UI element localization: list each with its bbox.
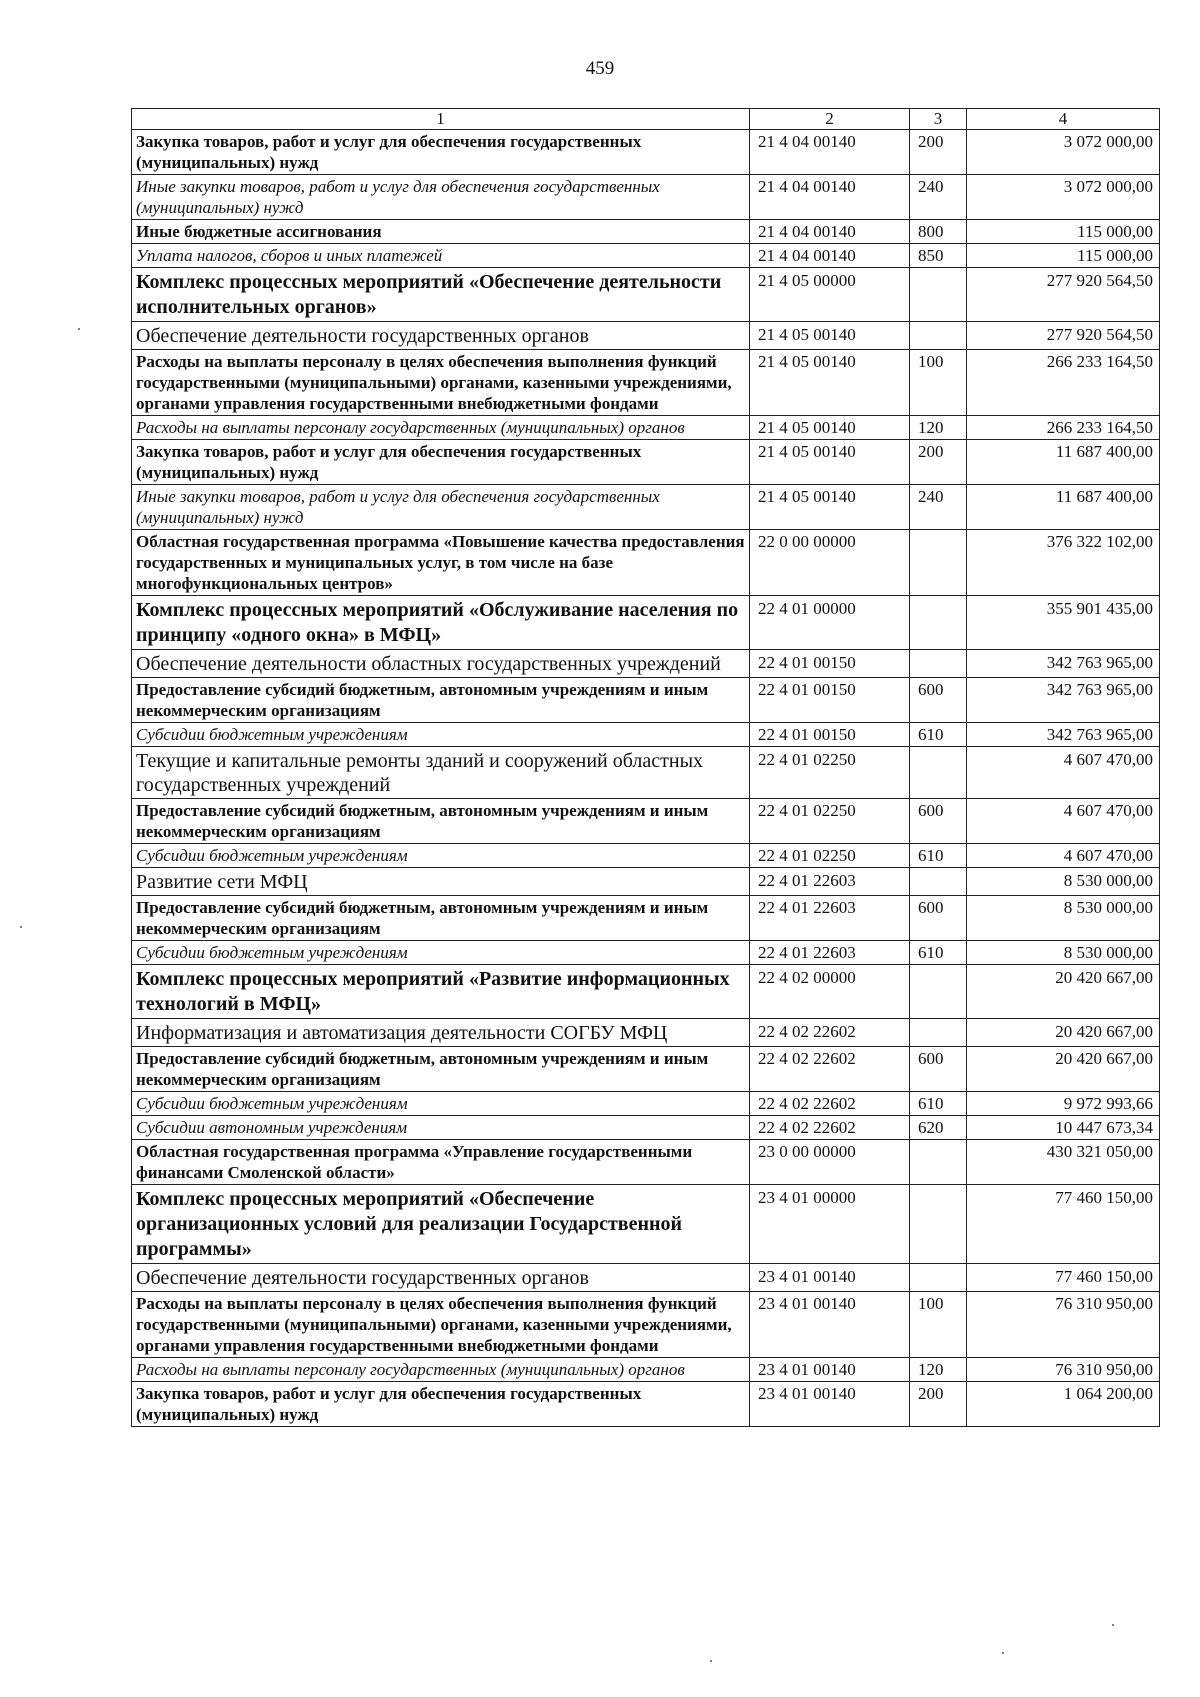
row-code: 22 4 01 02250 [750,747,910,799]
row-name: Иные закупки товаров, работ и услуг для обеспечения государственных (муниципальных) нужд [132,485,750,530]
row-code: 21 4 05 00140 [750,416,910,440]
table-header-row [132,109,1160,130]
row-code: 21 4 04 00140 [750,130,910,175]
row-code: 22 4 01 00150 [750,678,910,723]
row-sum: 20 420 667,00 [967,965,1160,1019]
table-row [132,1185,1160,1264]
row-expense-type [910,1019,967,1047]
row-name: Обеспечение деятельности областных государственных учреждений [132,650,750,678]
row-sum: 3 072 000,00 [967,175,1160,220]
row-name: Комплекс процессных мероприятий «Обеспечение организационных условий для реализации Государственной программы» [132,1185,750,1264]
row-name: Обеспечение деятельности государственных органов [132,1264,750,1292]
row-expense-type [910,1185,967,1264]
table-row [132,1140,1160,1185]
table-row [132,485,1160,530]
table-row [132,1292,1160,1358]
row-code: 21 4 05 00140 [750,350,910,416]
row-expense-type: 240 [910,175,967,220]
row-expense-type: 620 [910,1116,967,1140]
row-code: 23 4 01 00140 [750,1358,910,1382]
table-row [132,868,1160,896]
row-sum: 8 530 000,00 [967,868,1160,896]
row-expense-type [910,530,967,596]
row-expense-type: 120 [910,416,967,440]
row-name: Закупка товаров, работ и услуг для обеспечения государственных (муниципальных) нужд [132,440,750,485]
row-name: Предоставление субсидий бюджетным, автономным учреждениям и иным некоммерческим организациям [132,678,750,723]
row-sum: 342 763 965,00 [967,678,1160,723]
scan-speck [78,328,80,330]
row-expense-type: 200 [910,1382,967,1427]
row-name: Информатизация и автоматизация деятельности СОГБУ МФЦ [132,1019,750,1047]
table-row [132,896,1160,941]
row-name: Развитие сети МФЦ [132,868,750,896]
row-sum: 342 763 965,00 [967,723,1160,747]
table-row [132,941,1160,965]
table-row [132,1019,1160,1047]
row-sum: 11 687 400,00 [967,440,1160,485]
row-name: Предоставление субсидий бюджетным, автономным учреждениям и иным некоммерческим организациям [132,1047,750,1092]
row-expense-type [910,747,967,799]
row-code: 21 4 05 00000 [750,268,910,322]
row-name: Комплекс процессных мероприятий «Обслуживание населения по принципу «одного окна» в МФЦ» [132,596,750,650]
row-sum: 115 000,00 [967,244,1160,268]
row-sum: 3 072 000,00 [967,130,1160,175]
row-code: 22 0 00 00000 [750,530,910,596]
table-row [132,530,1160,596]
table-row [132,440,1160,485]
row-expense-type: 850 [910,244,967,268]
row-sum: 77 460 150,00 [967,1264,1160,1292]
table-row [132,268,1160,322]
row-code: 23 4 01 00000 [750,1185,910,1264]
row-name: Субсидии бюджетным учреждениям [132,941,750,965]
row-sum: 342 763 965,00 [967,650,1160,678]
row-code: 23 4 01 00140 [750,1382,910,1427]
table-row [132,799,1160,844]
table-row [132,350,1160,416]
row-name: Предоставление субсидий бюджетным, автономным учреждениям и иным некоммерческим организациям [132,896,750,941]
row-code: 22 4 01 00000 [750,596,910,650]
table-row [132,965,1160,1019]
row-sum: 8 530 000,00 [967,896,1160,941]
row-sum: 277 920 564,50 [967,268,1160,322]
row-name: Расходы на выплаты персоналу в целях обеспечения выполнения функций государственными (муниципальными) органами, казенными учреждениями, органами управления государственными внебюджетными фондами [132,350,750,416]
row-expense-type [910,965,967,1019]
row-sum: 1 064 200,00 [967,1382,1160,1427]
row-name: Предоставление субсидий бюджетным, автономным учреждениям и иным некоммерческим организациям [132,799,750,844]
row-name: Субсидии бюджетным учреждениям [132,844,750,868]
table-row [132,650,1160,678]
row-name: Субсидии бюджетным учреждениям [132,1092,750,1116]
row-expense-type: 600 [910,896,967,941]
row-expense-type: 610 [910,1092,967,1116]
row-expense-type: 240 [910,485,967,530]
row-name: Расходы на выплаты персоналу государственных (муниципальных) органов [132,416,750,440]
row-sum: 77 460 150,00 [967,1185,1160,1264]
row-expense-type [910,1264,967,1292]
row-code: 22 4 02 22602 [750,1047,910,1092]
budget-table-body [132,109,1160,1427]
row-name: Текущие и капитальные ремонты зданий и сооружений областных государственных учреждений [132,747,750,799]
row-code: 22 4 01 02250 [750,844,910,868]
row-sum: 430 321 050,00 [967,1140,1160,1185]
row-code: 21 4 05 00140 [750,322,910,350]
scan-speck [20,926,22,928]
row-sum: 9 972 993,66 [967,1092,1160,1116]
row-name: Расходы на выплаты персоналу в целях обеспечения выполнения функций государственными (муниципальными) органами, казенными учреждениями, органами управления государственными внебюджетными фондами [132,1292,750,1358]
row-expense-type: 600 [910,799,967,844]
row-sum: 76 310 950,00 [967,1292,1160,1358]
row-sum: 11 687 400,00 [967,485,1160,530]
header-col-4: 4 [967,109,1160,130]
row-code: 23 4 01 00140 [750,1292,910,1358]
row-expense-type: 120 [910,1358,967,1382]
row-expense-type: 100 [910,350,967,416]
row-expense-type: 600 [910,678,967,723]
row-expense-type [910,322,967,350]
row-code: 22 4 01 22603 [750,941,910,965]
table-row [132,1092,1160,1116]
row-name: Комплекс процессных мероприятий «Обеспечение деятельности исполнительных органов» [132,268,750,322]
row-expense-type: 610 [910,723,967,747]
table-row [132,220,1160,244]
row-code: 22 4 02 00000 [750,965,910,1019]
row-name: Иные бюджетные ассигнования [132,220,750,244]
row-sum: 355 901 435,00 [967,596,1160,650]
row-name: Расходы на выплаты персоналу государственных (муниципальных) органов [132,1358,750,1382]
row-name: Обеспечение деятельности государственных органов [132,322,750,350]
row-name: Областная государственная программа «Повышение качества предоставления государственных и муниципальных услуг, в том числе на базе многофункциональных центров» [132,530,750,596]
row-name: Субсидии бюджетным учреждениям [132,723,750,747]
row-expense-type [910,1140,967,1185]
table-row [132,130,1160,175]
row-code: 22 4 02 22602 [750,1092,910,1116]
row-name: Иные закупки товаров, работ и услуг для обеспечения государственных (муниципальных) нужд [132,175,750,220]
row-expense-type: 100 [910,1292,967,1358]
table-row [132,1116,1160,1140]
row-sum: 10 447 673,34 [967,1116,1160,1140]
row-code: 22 4 01 00150 [750,650,910,678]
row-code: 21 4 04 00140 [750,220,910,244]
row-code: 22 4 02 22602 [750,1116,910,1140]
row-name: Закупка товаров, работ и услуг для обеспечения государственных (муниципальных) нужд [132,1382,750,1427]
row-name: Областная государственная программа «Управление государственными финансами Смоленской области» [132,1140,750,1185]
row-sum: 4 607 470,00 [967,799,1160,844]
row-sum: 20 420 667,00 [967,1019,1160,1047]
scan-speck [710,1660,712,1662]
row-expense-type: 200 [910,130,967,175]
header-col-3: 3 [910,109,967,130]
row-sum: 4 607 470,00 [967,747,1160,799]
row-expense-type [910,868,967,896]
row-expense-type: 200 [910,440,967,485]
table-row [132,1264,1160,1292]
row-expense-type: 610 [910,844,967,868]
row-expense-type [910,596,967,650]
row-sum: 376 322 102,00 [967,530,1160,596]
table-row [132,1382,1160,1427]
row-code: 22 4 02 22602 [750,1019,910,1047]
table-row [132,844,1160,868]
row-code: 21 4 05 00140 [750,440,910,485]
table-row [132,322,1160,350]
row-expense-type [910,650,967,678]
table-row [132,416,1160,440]
row-sum: 277 920 564,50 [967,322,1160,350]
row-expense-type: 800 [910,220,967,244]
scan-speck [1112,1624,1114,1626]
row-code: 22 4 01 02250 [750,799,910,844]
budget-table [131,108,1160,1427]
row-code: 22 4 01 00150 [750,723,910,747]
header-col-2: 2 [750,109,910,130]
row-code: 23 0 00 00000 [750,1140,910,1185]
row-sum: 76 310 950,00 [967,1358,1160,1382]
row-name: Субсидии автономным учреждениям [132,1116,750,1140]
table-row [132,244,1160,268]
row-sum: 4 607 470,00 [967,844,1160,868]
table-row [132,596,1160,650]
row-sum: 266 233 164,50 [967,416,1160,440]
table-row [132,678,1160,723]
row-expense-type: 600 [910,1047,967,1092]
header-col-1: 1 [132,109,750,130]
row-sum: 8 530 000,00 [967,941,1160,965]
row-sum: 20 420 667,00 [967,1047,1160,1092]
table-row [132,175,1160,220]
row-sum: 266 233 164,50 [967,350,1160,416]
table-row [132,723,1160,747]
table-row [132,1047,1160,1092]
table-row [132,1358,1160,1382]
row-name: Уплата налогов, сборов и иных платежей [132,244,750,268]
row-name: Комплекс процессных мероприятий «Развитие информационных технологий в МФЦ» [132,965,750,1019]
row-sum: 115 000,00 [967,220,1160,244]
row-expense-type [910,268,967,322]
scan-speck [1002,1652,1004,1654]
row-code: 21 4 05 00140 [750,485,910,530]
row-code: 21 4 04 00140 [750,175,910,220]
row-code: 22 4 01 22603 [750,868,910,896]
table-row [132,747,1160,799]
row-name: Закупка товаров, работ и услуг для обеспечения государственных (муниципальных) нужд [132,130,750,175]
row-code: 21 4 04 00140 [750,244,910,268]
page-number: 459 [585,58,615,79]
row-code: 23 4 01 00140 [750,1264,910,1292]
row-expense-type: 610 [910,941,967,965]
row-code: 22 4 01 22603 [750,896,910,941]
